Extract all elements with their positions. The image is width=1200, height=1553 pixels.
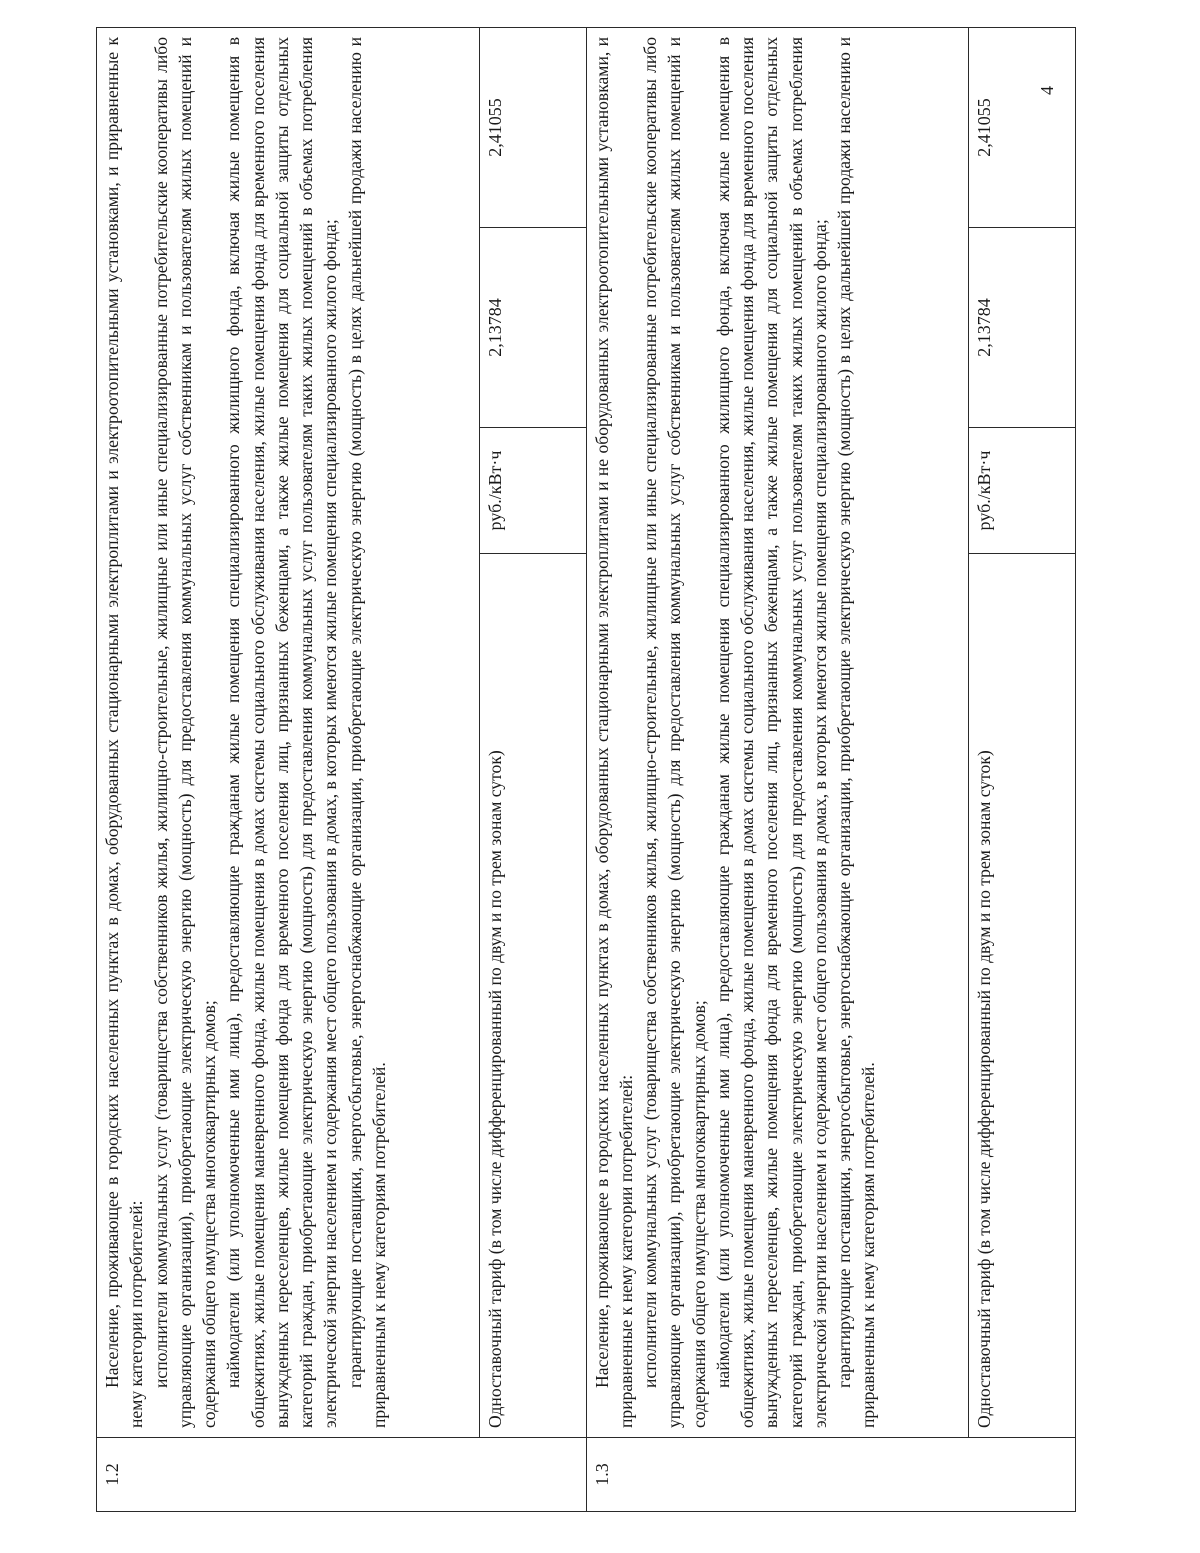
description-paragraph: исполнители коммунальных услуг (товарищества собственников жилья, жилищно-строительные, жилищные или иные специализированные потребительские кооперативы либо управляющие организации), приобретающие электрическую энергию (мощность) для предоставления коммунальных услуг собственникам и пользователям жилых помещений и содержания общего имущества многоквартирных домов; bbox=[640, 36, 709, 1428]
tariff-label: Одноставочный тариф (в том числе дифференцированный по двум и по трем зонам суток) bbox=[969, 554, 1076, 1438]
tariff-label: Одноставочный тариф (в том числе дифференцированный по двум и по трем зонам суток) bbox=[479, 554, 586, 1438]
tariff-value-second-half: 2,41055 bbox=[479, 27, 586, 227]
tariff-table bbox=[96, 27, 1076, 1512]
tariff-value-first-half: 2,13784 bbox=[479, 228, 586, 428]
tariff-row bbox=[479, 27, 586, 1511]
description-paragraph: Население, проживающее в городских населенных пунктах в домах, оборудованных стационарными электроплитами и электроотопительными установками, и приравненные к нему категории потребителей: bbox=[102, 36, 147, 1428]
tariff-unit: руб./кВт·ч bbox=[969, 428, 1076, 554]
description-paragraph: гарантирующие поставщики, энергосбытовые, энергоснабжающие организации, приобретающие электрическую энергию (мощность) в целях дальнейшей продажи населению и приравненным к нему категориям потребителей. bbox=[344, 36, 389, 1428]
rotated-table-container bbox=[96, 28, 1076, 1512]
table-row bbox=[97, 27, 480, 1511]
row-number: 1.2 bbox=[97, 1438, 587, 1512]
tariff-unit: руб./кВт·ч bbox=[479, 428, 586, 554]
page-number: 4 bbox=[1037, 86, 1057, 95]
consumer-category-description bbox=[97, 27, 480, 1437]
consumer-category-description bbox=[586, 27, 969, 1437]
tariff-row bbox=[969, 27, 1076, 1511]
tariff-value-first-half: 2,13784 bbox=[969, 228, 1076, 428]
description-paragraph: Население, проживающее в городских населенных пунктах в домах, оборудованных стационарными электроплитами и не оборудованных электроотопительными установками, и приравненные к нему категории потребителей: bbox=[591, 36, 636, 1428]
tariff-value-second-half: 2,41055 bbox=[969, 27, 1076, 227]
description-paragraph: наймодатели (или уполномоченные ими лица), предоставляющие гражданам жилые помещения специализированного жилищного фонда, включая жилые помещения в общежитиях, жилые помещения маневренного фонда, жилые помещения в домах системы социального обслуживания населения, жилые помещения фонда для временного поселения вынужденных переселенцев, жилые помещения фонда для временного поселения лиц, признанных беженцами, а также жилые помещения для социальной защиты отдельных категорий граждан, приобретающие электрическую энергию (мощность) для предоставления коммунальных услуг пользователям таких жилых помещений в объемах потребления электрической энергии населением и содержания мест общего пользования в домах, в которых имеются жилые помещения специализированного жилого фонда; bbox=[223, 36, 341, 1428]
description-paragraph: наймодатели (или уполномоченные ими лица), предоставляющие гражданам жилые помещения специализированного жилищного фонда, включая жилые помещения в общежитиях, жилые помещения маневренного фонда, жилые помещения в домах системы социального обслуживания населения, жилые помещения фонда для временного поселения вынужденных переселенцев, жилые помещения фонда для временного поселения лиц, признанных беженцами, а также жилые помещения для социальной защиты отдельных категорий граждан, приобретающие электрическую энергию (мощность) для предоставления коммунальных услуг пользователям таких жилых помещений в объемах потребления электрической энергии населением и содержания мест общего пользования в домах, в которых имеются жилые помещения специализированного жилого фонда; bbox=[712, 36, 830, 1428]
table-row bbox=[586, 27, 969, 1511]
description-paragraph: гарантирующие поставщики, энергосбытовые, энергоснабжающие организации, приобретающие электрическую энергию (мощность) в целях дальнейшей продажи населению и приравненным к нему категориям потребителей. bbox=[834, 36, 879, 1428]
description-paragraph: исполнители коммунальных услуг (товарищества собственников жилья, жилищно-строительные, жилищные или иные специализированные потребительские кооперативы либо управляющие организации), приобретающие электрическую энергию (мощность) для предоставления коммунальных услуг собственникам и пользователям жилых помещений и содержания общего имущества многоквартирных домов; bbox=[150, 36, 220, 1428]
row-number: 1.3 bbox=[586, 1438, 1076, 1512]
